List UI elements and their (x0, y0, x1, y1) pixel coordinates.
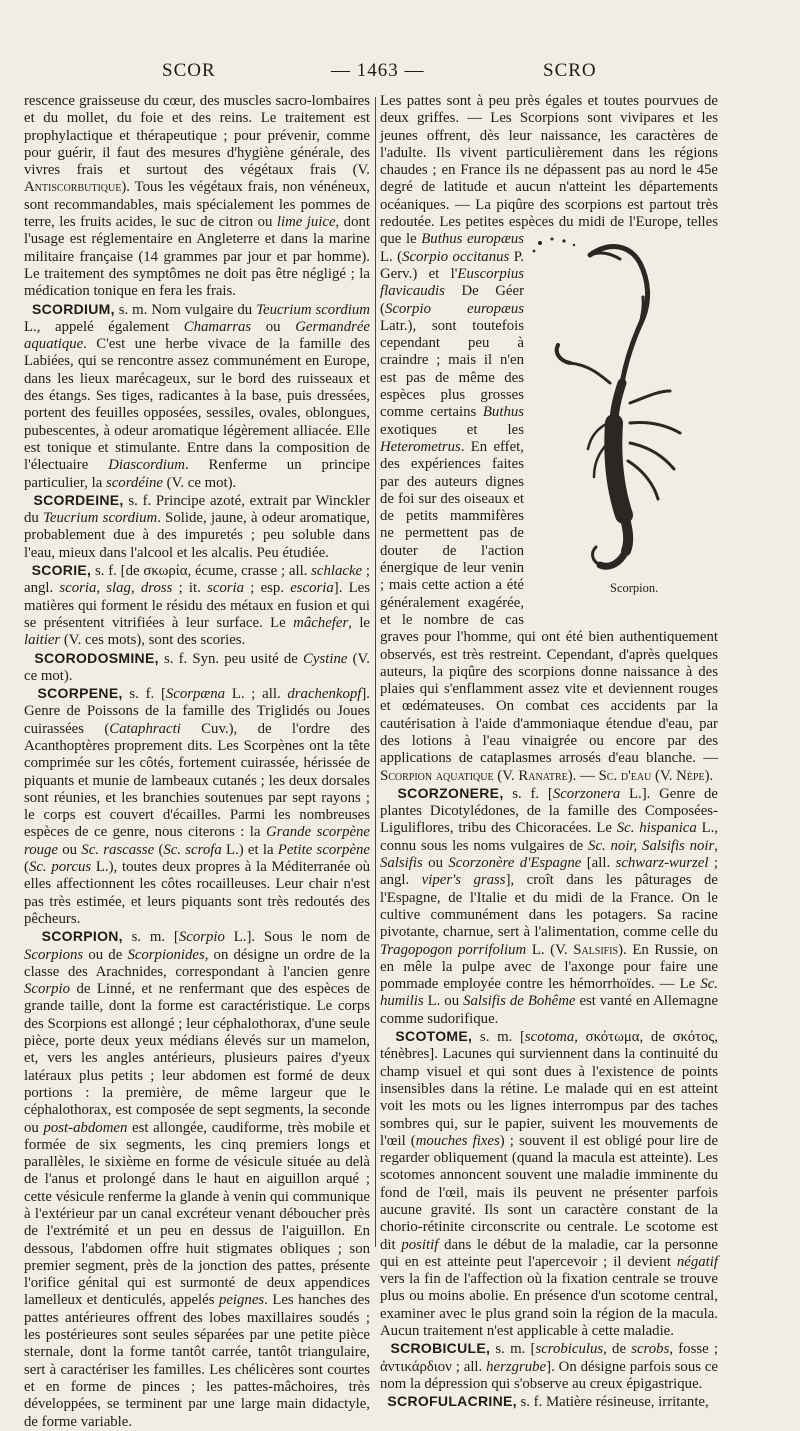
figure-caption: Scorpion. (610, 581, 659, 596)
entry-scordeine: SCORDEINE, s. f. Principe azoté, extrait par Winckler du Teucrium scordium. Solide, jaune, à odeur aromatique, probablement due à des impuretés ; peu soluble dans l'eau, mieux dans l'alcool et les alcalis. Peu étudiée. (24, 491, 371, 561)
entry-scrofulacrine: SCROFULACRINE, s. f. Matière résineuse, irritante, (387, 1393, 709, 1411)
headword: SCORIE, (31, 562, 92, 579)
left-column (24, 93, 370, 1431)
headword: SCROFULACRINE, (387, 1393, 517, 1410)
entry-scorpene: SCORPENE, s. f. [Scorpæna L. ; all. drachenkopf]. Genre de Poissons de la famille des Triglidés ou Joues cuirassées (Cataphracti Cuv.), de l'ordre des Acanthoptères proprement dits. Les Scorpènes ont la tête comprimée sur les côtés, fortement cuirassée, hérissée de piquants et munie de lambeaux cutanés ; les deux dorsales sont réunies, et les branchies soutenues par sept rayons ; le corps est couvert d'écailles. Parmi les nombreuses espèces de ce genre, nous citerons : la Grande scorpène rouge ou Sc. rascasse (Sc. scrofa L.) et la Petite scorpène (Sc. porcus L.), toutes deux propres à la Méditerranée où elles affectionnent les côtes rocailleuses. Leur chair n'est pas très estimée, et leurs piquants sont très redoutés des pêcheurs. (24, 685, 371, 927)
scorpion-drawing (530, 233, 720, 578)
headword: SCROBICULE, (390, 1340, 491, 1357)
entry-scorzonere: SCORZONERE, s. f. [Scorzonera L.]. Genre de plantes Dicotylédones, de la famille des Composées-Liguliflores, tribu des Chicoracées. Le Sc. hispanica L., connu sous les noms vulgaires de Sc. noir, Salsifis noir, Salsifis ou Scorzonère d'Espagne [all. schwarz-wurzel ; angl. viper's grass], croît dans les pâturages de l'Espagne, de l'Italie et du midi de la France. On le cultive communément dans les potagers. Sa racine pivotante, charnue, sert à l'alimentation, comme celle du Tragopogon porrifolium L. (V. Salsifis). En Russie, on en mêle la pulpe avec de l'axonge pour faire une pommade employée contre les hémorrhoïdes. — Le Sc. humilis L. ou Salsifis de Bohême est vanté en Allemagne comme sudorifique. (380, 784, 719, 1027)
header-right-guideword: SCRO (543, 60, 597, 81)
entry-scorpion: SCORPION, s. m. [Scorpio L.]. Sous le nom de Scorpions ou de Scorpionides, on désigne un ordre de la classe des Arachnides, correspondant à l'ancien genre Scorpio de Linné, et ne renfermant que des espèces de grande taille, dont la forme est caractéristique. Le corps des Scorpions est allongé ; leur céphalothorax, d'une seule pièce, porte deux yeux médians élevés sur un mamelon, et, vers les angles antérieurs, plusieurs paires d'yeux latéraux plus petits ; leur abdomen est formé de deux portions : la première, de même largeur que le céphalothorax, est composée de sept segments, la seconde ou post-abdomen est allongée, caudiforme, très mobile et formée de six segments, les cinq premiers longs et parallèles, le sixième en forme de vésicule située au delà de l'anus et prolongé dans le haut en aiguillon arqué ; cette vésicule renferme la glande à venin qui communique à l'extérieur par un canal excréteur venant déboucher près de l'extrémité et un peu en dessus de l'aiguillon. En dessous, l'abdomen offre huit stigmates obliques ; son premier segment, près de la jonction des pattes, présente l'orifice génital qui est surmonté de deux appendices lamelleux et denticulés, appelés peignes. Les hanches des pattes antérieures offrent des lobes maxillaires soudés ; les postérieures sont seules séparées par une petite pièce sternale, dont la forme tantôt carrée, tantôt triangulaire, sert à caractériser les familles. Les chélicères sont courtes et en forme de pinces ; les pattes-mâchoires, très développées, se terminent par une large main didactyle, de forme variable. (24, 928, 370, 1430)
headword: SCOTOME, (395, 1028, 473, 1045)
entry-scotome: SCOTOME, s. m. [scotoma, σκότωμα, de σκότος, ténèbres]. Lacunes qui surviennent dans la continuité du champ visuel et qui sont dues à l'existence de points insensibles dans la rétine. Le malade qui en est atteint voit les mots ou les lignes interrompus par des taches sombres qui, sur le papier, suivent les mouvements de l'œil (mouches fixes) ; souvent il est obligé pour lire de regarder obliquement (quand la macula est atteinte). Les scotomes annoncent souvent une maladie imminente du fond de l'œil, mais ils peuvent ne présenter parfois aucune gravité. Ils sont un caractère constant de la chorio-rétinite circonscrite ou centrale. Le scotome est dit positif dans le début de la maladie, car la personne qui en est atteinte peut l'apercevoir ; il devient négatif vers la fin de l'affection où la fixation centrale se trouve plus ou moins abolie. En présence d'un scotome central, examiner avec le plus grand soin la région de la macula. Aucun traitement n'est applicable à cette maladie. (380, 1028, 719, 1340)
right-column (380, 93, 718, 1412)
page-number: — 1463 — (331, 60, 425, 81)
headword: SCORODOSMINE, (34, 649, 159, 666)
entry-continuation: rescence graisseuse du cœur, des muscles sacro-lombaires et du mollet, du foie et des reins. Le traitement est prophylactique et thérapeutique ; pour prévenir, comme pour guérir, il faut des mesures d'hygiène générale, des vivres frais et surtout des végétaux frais (V. Antiscorbutique). Tous les végétaux frais, non vénéneux, sont recommandables, mais spécialement les pommes de terre, les fruits acides, le suc de citron ou lime juice, dont l'usage est réglementaire en Angleterre et dans la marine militaire française (14 grammes par jour et par homme). Le traitement des symptômes ne doit pas être négligé ; la médication tonique en fera les frais. (24, 93, 370, 300)
entry-scrobicule: SCROBICULE, s. m. [scrobiculus, de scrobs, fosse ; ἀντικάρδιον ; all. herzgrube]. On désigne parfois sous ce nom la dépression qui s'observe au creux épigastrique. (380, 1340, 718, 1392)
headword: SCORZONERE, (397, 784, 504, 801)
headword: SCORDIUM, (31, 300, 115, 317)
column-divider (375, 97, 376, 1247)
header-left-guideword: SCOR (162, 60, 216, 81)
running-header (0, 60, 800, 88)
scorpion-illustration (530, 233, 720, 617)
headword: SCORPION, (41, 928, 123, 945)
headword: SCORDEINE, (33, 491, 124, 508)
entry-scorie: SCORIE, s. f. [de σκωρία, écume, crasse ; all. schlacke ; angl. scoria, slag, dross ; it. scoria ; esp. escoria]. Les matières qui forment le résidu des métaux en fusion et qui se présentent vitrifiées à leur surface. Le mâchefer, le laitier (V. ces mots), sont des scories. (24, 562, 371, 649)
headword: SCORPENE, (37, 685, 123, 702)
entry-scorodosmine: SCORODOSMINE, s. f. Syn. peu usité de Cystine (V. ce mot). (24, 649, 370, 684)
entry-scorpion-continued: Les pattes sont à peu près égales et toutes pourvues de deux griffes. — Les Scorpions sont vivipares et les jeunes offrent, dès leur naissance, les caractères de l'adulte. Ils vivent particulièrement dans les régions chaudes ; en France ils ne dépassent pas au nord le 45e degré de latitude et aucun n'atteint les départements océaniques. — La piqûre des scorpions est partout très redoutée. Les petites espèces du midi de l'Europe, telles que le Scorpion. Buthus europæus L. (Scorpio occitanus P. Gerv.) et l'Euscorpius flavicaudis De Géer (Scorpio europæus Latr.), sont toutefois cependant peu à craindre ; mais il n'en est pas de même des espèces plus grosses comme certains Buthus exotiques et les Heterometrus. En effet, des expériences faites par des auteurs dignes de foi sur des oiseaux et de petits mammifères ne permettent pas de douter de l'action énergique de leur venin ; mais cette action a été généralement exagérée, et le nombre de cas graves pour l'homme, qui ont été bien authentiquement observés, est très restreint. Cependant, d'après quelques auteurs, la piqûre des scorpions donne naissance à des plaies qui s'enflamment assez vite et deviennent rouges et œdémateuses. On combat ces accidents par la cautérisation à l'aide d'ammoniaque étendue d'eau, par des lotions à l'eau vinaigrée ou encore par des applications de cataplasmes arrosés d'eau blanche. — Scorpion aquatique (V. Ranatre). — Sc. d'eau (V. Nèpe). (380, 93, 718, 784)
entry-scordium: SCORDIUM, s. m. Nom vulgaire du Teucrium scordium L., appelé également Chamarras ou Germandrée aquatique. C'est une herbe vivace de la famille des Labiées, qui se rencontre assez communément en Europe, dans les lieux marécageux, sur le bord des ruisseaux et des étangs. Ses tiges, radicantes à la base, puis dressées, portent des feuilles opposées, sessiles, ovales, oblongues, pubescentes, à odeur aromatique légèrement alliacée. Elle est tonique et stimulante. Entre dans la composition de l'électuaire Diascordium. Renferme un principe particulier, la scordéine (V. ce mot). (24, 300, 370, 491)
